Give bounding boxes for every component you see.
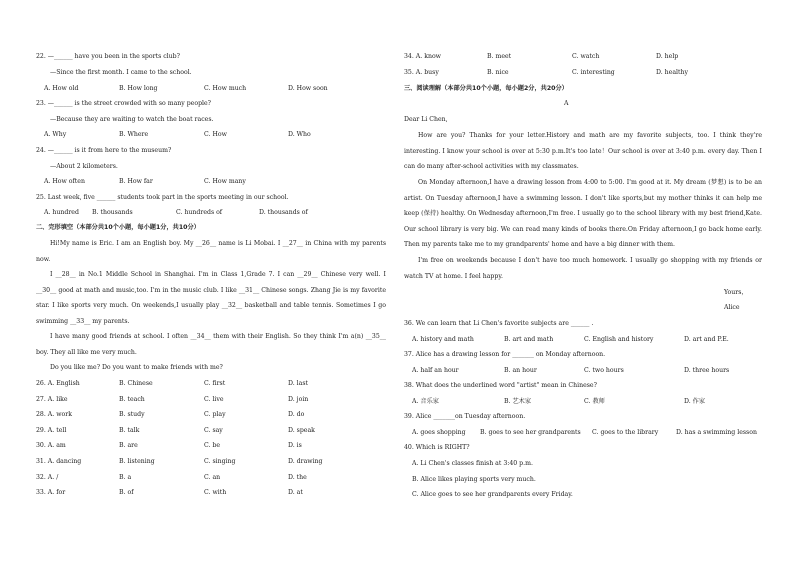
cloze-option: D. is (288, 442, 302, 450)
cloze-option: C. an (204, 473, 221, 481)
cloze-option: D. at (288, 489, 303, 497)
q38-option-b: B. 艺术家 (504, 398, 532, 405)
q40-stem: 40. Which is RIGHT? (404, 444, 470, 451)
cloze-option: 35. A. busy (404, 68, 439, 76)
q37-option-c: C. two hours (584, 367, 624, 374)
cloze-paragraph-4: Do you like me? Do you want to make friends with me? (50, 364, 223, 371)
cloze-option: 31. A. dancing (36, 458, 82, 465)
q23-stem: 23. —______ is the street crowded with so many people? (36, 100, 211, 107)
q23-reply: —Because they are waiting to watch the boat races. (50, 116, 214, 123)
q22-option-d: D. How soon (288, 85, 328, 92)
q25-option-b: B. thousands (92, 209, 133, 216)
q24-option-b: B. How far (119, 178, 153, 185)
q22-stem: 22. —______ have you been in the sports club? (36, 53, 180, 60)
letter-signature: Alice (724, 304, 740, 311)
cloze-option: B. of (119, 489, 134, 497)
cloze-option: 33. A. for (36, 489, 66, 497)
q23-option-c: C. How (204, 131, 227, 138)
q36-option-b: B. art and math (504, 336, 554, 343)
q23-option-a: A. Why (44, 131, 67, 138)
letter-paragraph-3: I'm free on weekends because I don't have too much homework. I usually go shopping with my friends or watch TV at home. I feel happy. (404, 257, 762, 280)
cloze-option: C. be (204, 442, 221, 450)
q40-option-a: A. Li Chen's classes finish at 3:40 p.m. (412, 460, 533, 467)
cloze-paragraph-2: I __28__ in No.1 Middle School in Shanghai. I'm in Class 1,Grade 7. I can __29__ Chinese very well. I __30__ good at math and music,too. I'm in the music club. I like __31__ Chinese songs. Zhang Jie is my favorite star. I like sports very much. On weekends,I usually play __32__ basketball and table tennis. Sometimes I go swimming __33__ my parents. (36, 271, 386, 325)
q36-option-a: A. history and math (412, 336, 474, 343)
cloze-option: C. live (204, 395, 224, 403)
cloze-option: C. say (204, 426, 223, 434)
q25-option-c: C. hundreds of (176, 209, 223, 216)
q39-option-c: C. goes to the library (592, 429, 659, 436)
q38-stem: 38. What does the underlined word "artist" mean in Chinese? (404, 382, 597, 389)
cloze-paragraph-3: I have many good friends at school. I often __34__ them with their English. So they think I'm a(n) __35__ boy. They all like me very much. (36, 333, 386, 356)
q39-option-b: B. goes to see her grandparents (480, 429, 581, 436)
q22-reply: —Since the first month. I came to the school. (50, 69, 192, 76)
cloze-option: 28. A. work (36, 411, 72, 419)
cloze-option: D. drawing (288, 458, 323, 465)
q22-option-b: B. How long (119, 85, 158, 92)
q25-option-d: D. thousands of (259, 209, 308, 216)
letter-greeting: Dear Li Chen, (404, 116, 448, 123)
cloze-option: C. interesting (572, 68, 615, 76)
cloze-option: D. help (656, 53, 679, 60)
q38-option-d: D. 作家 (684, 398, 706, 405)
passage-label: A (564, 100, 569, 107)
cloze-option: 34. A. know (404, 53, 441, 60)
q40-option-b: B. Alice likes playing sports very much. (412, 476, 536, 483)
q24-option-a: A. How often (44, 178, 85, 185)
cloze-option: D. do (288, 411, 305, 419)
cloze-option: D. last (288, 380, 309, 387)
cloze-option: B. nice (487, 68, 509, 76)
cloze-option: 32. A. / (36, 473, 59, 481)
cloze-option: C. watch (572, 53, 600, 60)
q36-option-c: C. English and history (584, 336, 654, 343)
q22-option-a: A. How old (44, 85, 79, 92)
letter-paragraph-2: On Monday afternoon,I have a drawing lesson from 4:00 to 5:00. I'm good at it. My dream (梦想) is to be an artist. On Tuesday afternoon,I have a swimming lesson. I don't like sports,but my mother thinks it can help me keep (保持) healthy. On Wednesday afternoon,I'm free. I usually go to the school library with my best friend,Kate. Our school library is very big. We can read many kinds of books there.On Friday afternoon,I go back home early. Then my parents take me to my grandparents' home and have a big dinner with them. (404, 179, 762, 248)
letter-paragraph-1: How are you? Thanks for your letter.History and math are my favorite subjects, too. I think they're interesting. I know your school is over at 5:30 p.m.It's too late！Our school is over at 3:40 p.m. every day. Then I can do many after-school activities with my classmates. (404, 132, 762, 170)
cloze-option: C. with (204, 489, 227, 497)
cloze-option: D. speak (288, 426, 315, 434)
q25-option-a: A. hundred (44, 209, 79, 216)
cloze-option: B. Chinese (119, 380, 153, 387)
letter-closing: Yours， (724, 289, 748, 296)
q37-option-b: B. an hour (504, 367, 537, 374)
section-2-heading: 二、完形填空（本部分共10个小题，每小题1分，共10分） (36, 224, 200, 231)
q37-stem: 37. Alice has a drawing lesson for _______ on Monday afternoon. (404, 351, 606, 358)
q40-option-c: C. Alice goes to see her grandparents every Friday. (412, 491, 573, 498)
cloze-option: B. teach (119, 395, 145, 403)
q24-option-c: C. How many (204, 178, 246, 185)
cloze-option: 30. A. am (36, 442, 66, 450)
cloze-option: B. a (119, 473, 132, 481)
cloze-option: B. talk (119, 426, 140, 434)
cloze-option: B. are (119, 442, 138, 450)
q39-option-a: A. goes shopping (412, 429, 466, 436)
q25-stem: 25. Last week, five ______ students took part in the sports meeting in our school. (36, 194, 289, 201)
q23-option-d: D. Who (288, 131, 311, 138)
cloze-option: D. healthy (656, 68, 688, 76)
cloze-option: 29. A. tell (36, 426, 67, 434)
q37-option-a: A. half an hour (412, 367, 459, 374)
q24-reply: —About 2 kilometers. (50, 163, 118, 170)
q39-stem: 39. Alice _______on Tuesday afternoon. (404, 413, 526, 420)
cloze-option: B. study (119, 411, 145, 419)
cloze-option: B. meet (487, 53, 512, 60)
q22-option-c: C. How much (204, 85, 247, 92)
cloze-paragraph-1: Hi!My name is Eric. I am an English boy. My __26__ name is Li Mobai. I __27__ in China with my parents now. (36, 240, 386, 263)
cloze-option: D. the (288, 473, 307, 481)
cloze-option: C. play (204, 411, 226, 419)
cloze-option: 27. A. like (36, 395, 68, 403)
cloze-option: B. listening (119, 458, 155, 465)
q37-option-d: D. three hours (684, 367, 730, 374)
q36-option-d: D. art and P.E. (684, 336, 729, 343)
cloze-option: D. join (288, 395, 309, 403)
section-3-heading: 三、阅读理解（本部分共10个小题，每小题2分，共20分） (404, 85, 568, 92)
q38-option-a: A. 音乐家 (412, 398, 439, 405)
cloze-option: 26. A. English (36, 380, 80, 387)
q38-option-c: C. 教师 (584, 398, 605, 405)
cloze-option: C. first (204, 380, 226, 387)
q36-stem: 36. We can learn that Li Chen's favorite subjects are ______ . (404, 320, 594, 327)
cloze-option: C. singing (204, 458, 236, 465)
q24-stem: 24. —______ is it from here to the museum? (36, 147, 172, 154)
q23-option-b: B. Where (119, 131, 149, 138)
q39-option-d: D. has a swimming lesson (676, 429, 757, 436)
